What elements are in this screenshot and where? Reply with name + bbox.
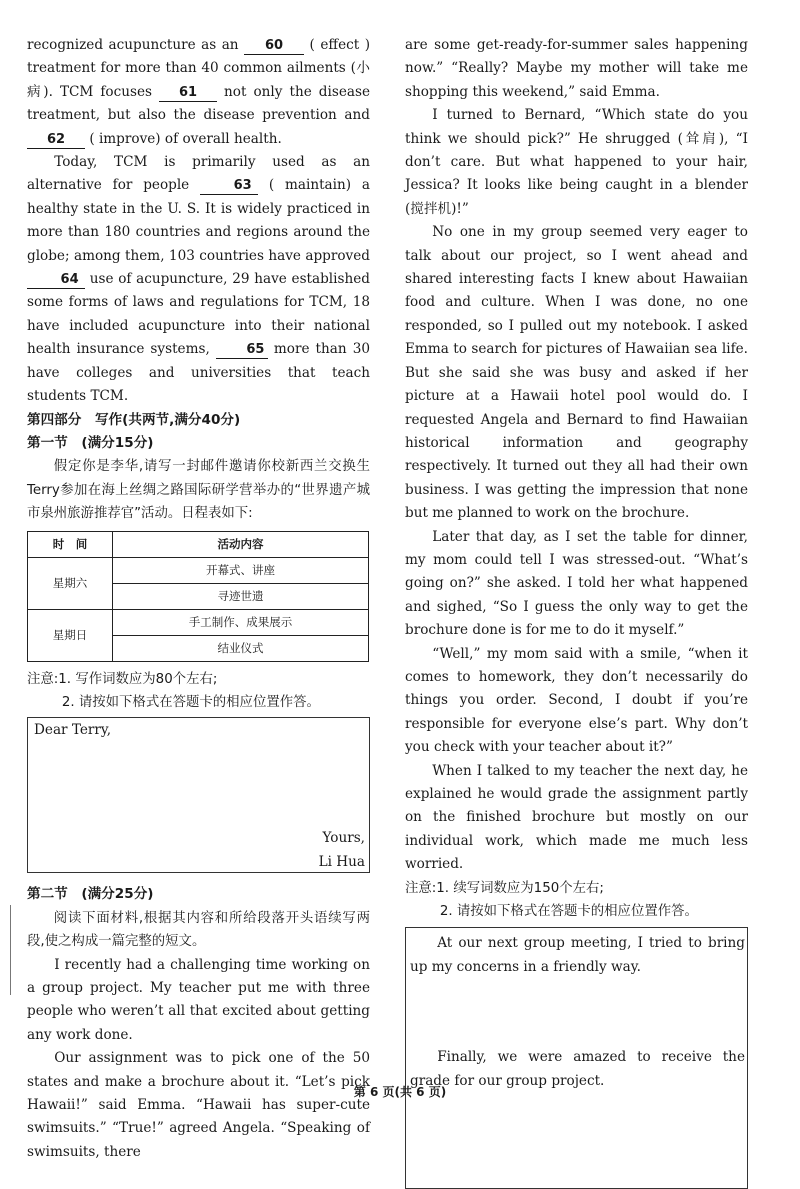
blank-60: 60 xyxy=(244,38,304,55)
page-number: 第 6 页(共 6 页) xyxy=(353,1085,447,1099)
text-fragment: ( maintain) a healthy state in the U. S. It is widely practiced in more than 180 countries and regions around the globe; among them, 103 countries have approved xyxy=(27,177,370,264)
letter-signature: Li Hua xyxy=(318,854,365,871)
section2-prompt: 阅读下面材料,根据其内容和所给段落开头语续写两段,使之构成一篇完整的短文。 xyxy=(27,910,370,950)
cloze-paragraph-2 xyxy=(27,151,370,408)
blank-61: 61 xyxy=(159,85,217,102)
table-header-row xyxy=(28,531,369,557)
continuation-opening-2: Finally, we were amazed to receive the grade for our group project. xyxy=(410,1049,745,1089)
blank-63: 63 xyxy=(200,178,258,195)
story-paragraph: I recently had a challenging time working on a group project. My teacher put me with three people who weren’t all that excited about getting any work done. xyxy=(27,956,370,1043)
table-row xyxy=(28,557,369,583)
section1-note-1: 注意:1. 写作词数应为80个左右; xyxy=(27,671,218,687)
activity-cell: 开幕式、讲座 xyxy=(113,557,369,583)
text-fragment: recognized acupuncture as an xyxy=(27,37,245,53)
day-saturday: 星期六 xyxy=(28,557,113,609)
continuation-answer-box xyxy=(405,927,748,1189)
header-time: 时 间 xyxy=(28,531,113,557)
activity-cell: 手工制作、成果展示 xyxy=(113,609,369,635)
continuation-opening-1: At our next group meeting, I tried to bring up my concerns in a friendly way. xyxy=(410,935,745,975)
section2-note-1: 注意:1. 续写词数应为150个左右; xyxy=(405,880,604,896)
story-paragraph: I turned to Bernard, “Which state do you think we should pick?” He shrugged (耸肩), “I don’t care. But what happened to your hair, Jessica? It looks like being caught in a blender (搅拌机)!” xyxy=(405,107,748,217)
part4-heading: 第四部分 写作(共两节,满分40分) xyxy=(27,411,241,428)
section1-heading: 第一节 (满分15分) xyxy=(27,434,154,451)
blank-65: 65 xyxy=(216,342,268,359)
letter-answer-box xyxy=(27,717,370,873)
activity-cell: 结业仪式 xyxy=(113,635,369,661)
text-fragment: more than 30 have colleges and universities that teach students TCM. xyxy=(27,341,370,405)
text-fragment: not only the disease treatment, but also the disease prevention and xyxy=(27,83,370,124)
day-sunday: 星期日 xyxy=(28,609,113,661)
cloze-paragraph-1 xyxy=(27,34,370,151)
blank-64: 64 xyxy=(27,272,85,289)
story-paragraph: Our assignment was to pick one of the 50 states and make a brochure about it. “Let’s pick Hawaii!” said Emma. “Hawaii has super-cute swimsuits.” “True!” agreed Angela. “Speaking of swimsuits, there xyxy=(27,1050,370,1160)
text-fragment: ( improve) of overall health. xyxy=(85,130,282,147)
schedule-table xyxy=(27,531,369,662)
section1-prompt: 假定你是李华,请写一封邮件邀请你校新西兰交换生Terry参加在海上丝绸之路国际研学营举办的“世界遗产城市泉州旅游推荐官”活动。日程表如下: xyxy=(27,459,370,522)
section1-note-2: 2. 请按如下格式在答题卡的相应位置作答。 xyxy=(61,694,320,710)
section2-note-2: 2. 请按如下格式在答题卡的相应位置作答。 xyxy=(439,904,698,920)
activity-cell: 寻迹世遗 xyxy=(113,583,369,609)
left-column xyxy=(27,34,370,1164)
header-content: 活动内容 xyxy=(113,531,369,557)
story-paragraph: Later that day, as I set the table for dinner, my mom could tell I was stressed-out. “What’s going on?” she asked. I told her what happened and sighed, “So I guess the only way to get the brochure done is for me to do it myself.” xyxy=(405,528,748,639)
margin-line xyxy=(10,905,12,995)
right-column xyxy=(405,34,748,1189)
letter-greeting: Dear Terry, xyxy=(34,722,112,739)
table-row xyxy=(28,609,369,635)
text-fragment: Today, TCM is primarily used as an alternative for people xyxy=(27,154,370,194)
section2-heading: 第二节 (满分25分) xyxy=(27,886,154,903)
text-fragment: use of acupuncture, 29 have established some forms of laws and regulations for TCM, 18 have included acupuncture into their national health insurance systems, xyxy=(27,271,370,358)
blank-62: 62 xyxy=(27,132,85,149)
story-paragraph: When I talked to my teacher the next day, he explained he would grade the assignment partly on the finished brochure but mostly on our individual work, which made me much less worried. xyxy=(405,762,748,873)
letter-closing: Yours, xyxy=(322,830,365,847)
text-fragment: ( effect ) treatment for more than 40 common ailments (小病). TCM focuses xyxy=(27,37,370,100)
story-paragraph: “Well,” my mom said with a smile, “when it comes to homework, they don’t necessarily do things you order. Second, I doubt if you’re responsible for everyone else’s part. Why don’t you check with your teacher about it?” xyxy=(405,645,748,756)
story-paragraph: No one in my group seemed very eager to talk about our project, so I went ahead and shared interesting facts I knew about Hawaiian food and culture. When I was done, no one responded, so I pulled out my notebook. I asked Emma to search for pictures of Hawaiian sea life. But she said she was busy and asked if her picture at a Hawaii hotel pool would do. I requested Angela and Bernard to find Hawaiian historical information and geography respectively. It turned out they all had their own business. I was getting the impression that none but me planned to work on the brochure. xyxy=(405,224,748,522)
story-paragraph: are some get-ready-for-summer sales happening now.” “Really? Maybe my mother will take me shopping this weekend,” said Emma. xyxy=(405,37,748,100)
